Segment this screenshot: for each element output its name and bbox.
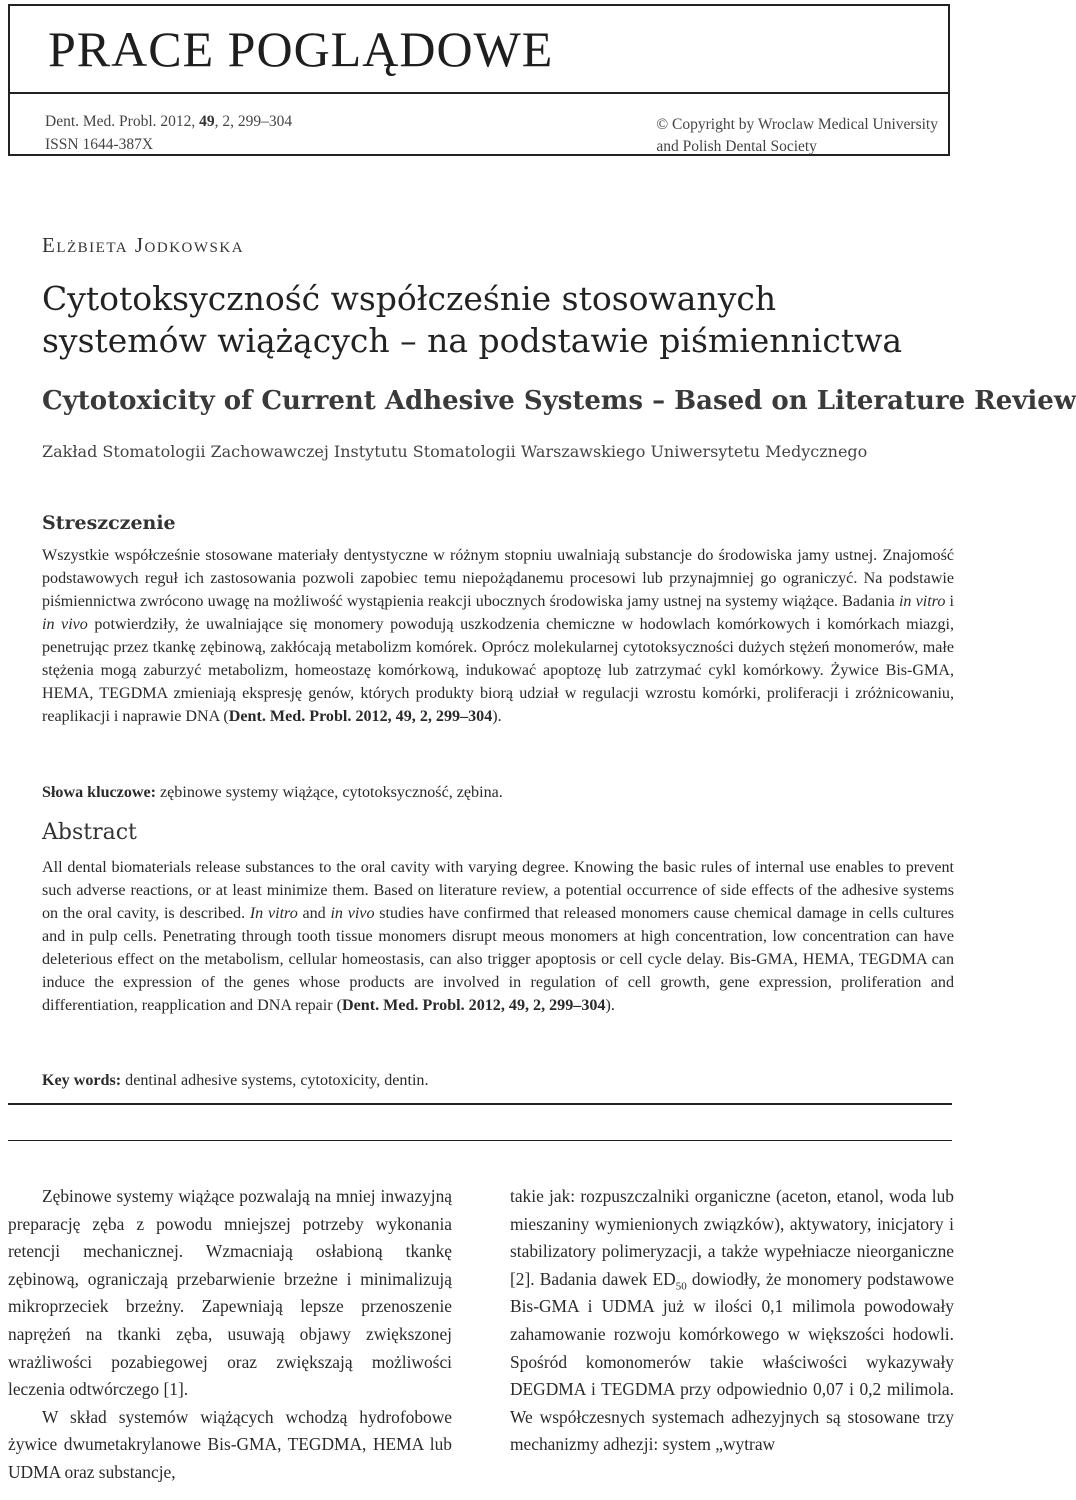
journal-volume: 49 (199, 113, 215, 130)
journal-header-box (8, 4, 950, 156)
keywords-pl: Słowa kluczowe: zębinowe systemy wiążące, cytotoksyczność, zębina. (42, 784, 503, 801)
article-title-english: Cytotoxicity of Current Adhesive Systems – Based on Literature Review (42, 386, 1076, 416)
body-paragraph: W skład systemów wiążących wchodzą hydrofobowe żywice dwumetakrylanowe Bis-GMA, TEGDMA, HEMA lub UDMA oraz substancje, (8, 1406, 452, 1482)
author-affiliation: Zakład Stomatologii Zachowawczej Instytutu Stomatologii Warszawskiego Uniwersytetu Medycznego (42, 442, 868, 461)
copyright-line-1: © Copyright by Wroclaw Medical University (656, 116, 938, 133)
body-paragraph: takie jak: rozpuszczalniki organiczne (aceton, etanol, woda lub mieszaniny wymienionych związków), aktywatory, inicjatory i stabilizatory polimeryzacji, a także wypełniacze nieorganiczne [2]. Badania dawek $ED_{50}$ dowiodły, że monomery podstawowe Bis-GMA i UDMA już w ilości 0,1 milimola powodowały zahamowanie rozwoju komórkowego w większości hodowli. Spośród komonomerów takie właściwości wykazywały DEGDMA i TEGDMA przy odpowiednio 0,07 i 0,2 milimola. We współczesnych systemach adhezyjnych są stosowane trzy mechanizmy adhezji: system „wytraw (510, 1186, 954, 1455)
abstract-end-rule (8, 1103, 952, 1105)
abstract-pl-citation: Dent. Med. Probl. 2012, 49, 2, 299–304 (228, 708, 493, 725)
body-column-right (510, 1183, 954, 1459)
abstract-en-citation: Dent. Med. Probl. 2012, 49, 2, 299–304 (342, 997, 606, 1014)
journal-line: Dent. Med. Probl. 2012, 49, 2, 299–304 (45, 113, 293, 130)
section-title: PRACE POGLĄDOWE (48, 21, 554, 77)
body-column-left (8, 1183, 452, 1487)
abstract-en-heading: Abstract (42, 820, 137, 845)
section-title-box (10, 6, 948, 94)
abstract-pl-text: Wszystkie współcześnie stosowane materiały dentystyczne w różnym stopniu uwalniają substancje do środowiska jamy ustnej. Znajomość podstawowych reguł ich zastosowania pozwoli zapobiec temu niepożądanemu procesowi lub przynajmniej go ograniczyć. Na podstawie piśmiennictwa zwrócono uwagę na możliwość wystąpienia reakcji ubocznych środowiska jamy ustnej na systemy wiążące. Badania in vitro i in vivo potwierdziły, że uwalniające się monomery powodują uszkodzenia chemiczne w hodowlach komórkowych i komórkach miazgi, penetrując przez tkankę zębinową, zakłócają metabolizm komórek. Oprócz molekularnej cytotoksyczności dużych stężeń monomerów, małe stężenia mogą zaburzyć metabolizm, homeostazę komórkową, indukować apoptozę lub zatrzymać cykl komórkowy. Żywice Bis-GMA, HEMA, TEGDMA zmieniają ekspresję genów, których produkty biorą udział w regulacji wzrostu komórki, proliferacji i zróżnicowaniu, reaplikacji i naprawie DNA (Dent. Med. Probl. 2012, 49, 2, 299–304). (42, 547, 955, 725)
issn: ISSN 1644-387X (45, 136, 154, 153)
copyright-line-2: and Polish Dental Society (656, 138, 817, 155)
abstract-pl-heading: Streszczenie (42, 512, 176, 534)
body-paragraph: Zębinowe systemy wiążące pozwalają na mniej inwazyjną preparację zęba z powodu mniejszej potrzeby wykonania retencji mechanicznej. Wzmacniają osłabioną tkankę zębinową, ograniczają przebarwienie brzeżne i minimalizują mikroprzeciek brzeżny. Zapewniają lepsze przenoszenie naprężeń na tkanki zęba, usuwają objawy zwiększonej wrażliwości pozabiegowej oraz zwiększają możliwości leczenia odtwórczego [1]. (8, 1186, 452, 1400)
journal-citation (45, 110, 292, 156)
copyright-notice (656, 114, 938, 158)
keywords-en: Key words: dentinal adhesive systems, cytotoxicity, dentin. (42, 1072, 429, 1089)
abstract-en-text: All dental biomaterials release substances to the oral cavity with varying degree. Knowing the basic rules of internal use enables to prevent such adverse reactions, or at least minimize them. Based on literature review, a potential occurrence of side effects of the adhesive systems on the oral cavity, is described. In vitro and in vivo studies have confirmed that released monomers cause chemical damage in cells cultures and in pulp cells. Penetrating through tooth tissue monomers disrupt meous monomers at high concentration, low concentration can have deleterious effect on the metabolism, cellular homeostasis, can also trigger apoptosis or cell cycle delay. Bis-GMA, HEMA, TEGDMA can induce the expression of the genes whose products are involved in regulation of cell growth, gene expression, proliferation and differentiation, reapplication and DNA repair (Dent. Med. Probl. 2012, 49, 2, 299–304). (42, 859, 954, 1014)
body-start-rule (8, 1140, 952, 1141)
author-name: Elżbieta Jodkowska (42, 233, 245, 257)
article-title-polish: Cytotoksyczność współcześnie stosowanych systemów wiążących – na podstawie piśmiennictwa (42, 279, 903, 360)
